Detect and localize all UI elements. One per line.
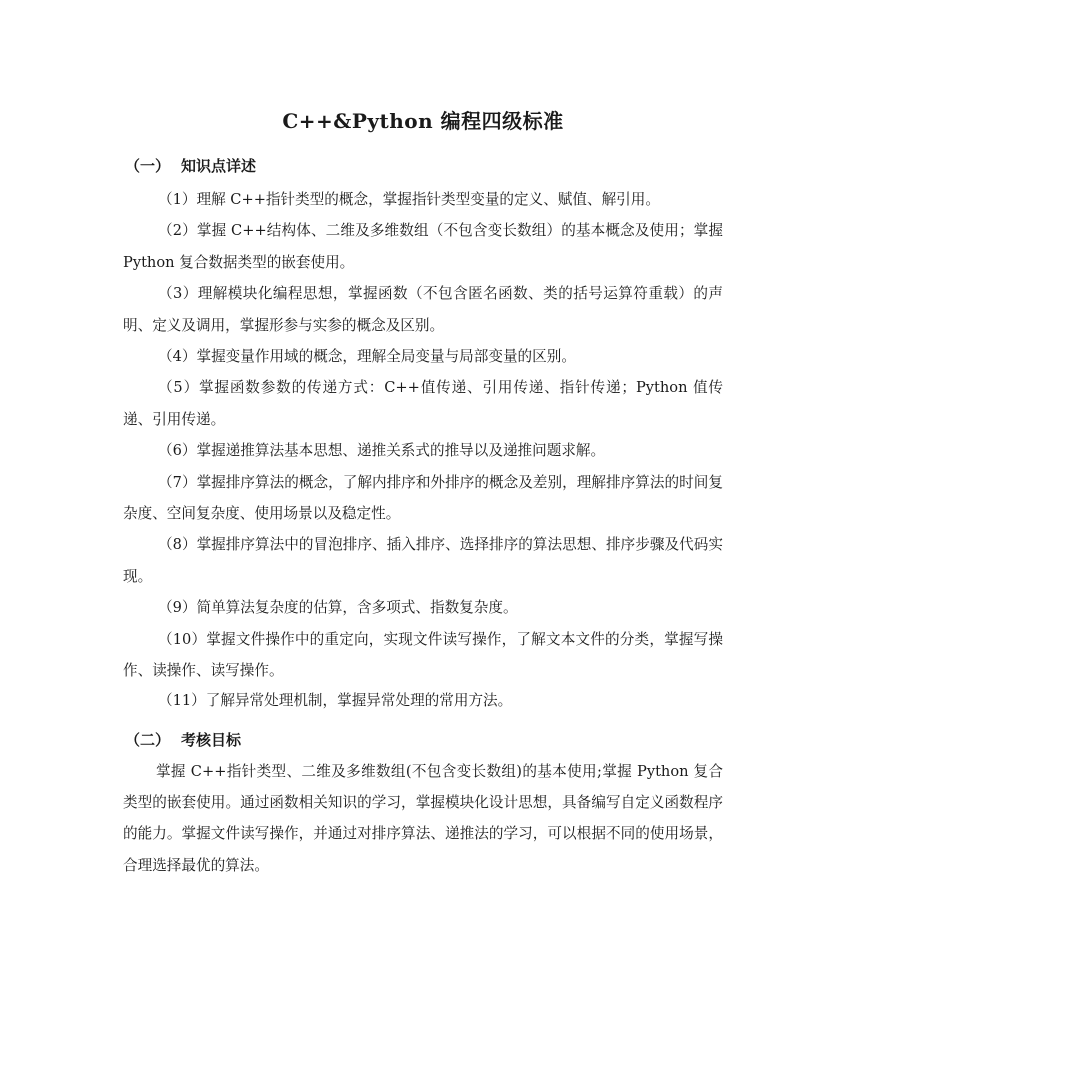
section-number: （二） [125,730,171,749]
document-title: C++&Python 编程四级标准 [282,109,564,133]
knowledge-point-9: （9）简单算法复杂度的估算，含多项式、指数复杂度。 [158,599,518,617]
objectives-paragraph: 掌握 C++指针类型、二维及多维数组(不包含变长数组)的基本使用;掌握 Python 复合类型的嵌套使用。通过函数相关知识的学习，掌握模块化设计思想，具备编写自定义函数程序的能力。掌握文件读写操作，并通过对排序算法、递推法的学习，可以根据不同的使用场景，合理选择最优的算法。 [123,762,723,874]
knowledge-point-11: （11）了解异常处理机制，掌握异常处理的常用方法。 [158,691,513,709]
knowledge-point-5: （5）掌握函数参数的传递方式：C++值传递、引用传递、指针传递；Python 值传递、引用传递。 [123,379,723,428]
knowledge-point-4: （4）掌握变量作用域的概念，理解全局变量与局部变量的区别。 [158,348,576,366]
knowledge-point-3: （3）理解模块化编程思想，掌握函数（不包含匿名函数、类的括号运算符重载）的声明、定义及调用，掌握形参与实参的概念及区别。 [123,285,723,334]
section-heading-knowledge [125,152,723,180]
knowledge-point-6: （6）掌握递推算法基本思想、递推关系式的推导以及递推问题求解。 [158,442,606,460]
section-title: 考核目标 [181,730,242,749]
section-title: 知识点详述 [181,157,257,175]
knowledge-point-2: （2）掌握 C++结构体、二维及多维数组（不包含变长数组）的基本概念及使用；掌握 Python 复合数据类型的嵌套使用。 [123,222,723,271]
section-heading-objectives [125,726,723,754]
knowledge-point-8: （8）掌握排序算法中的冒泡排序、插入排序、选择排序的算法思想、排序步骤及代码实现。 [123,536,723,585]
knowledge-point-1: （1）理解 C++指针类型的概念，掌握指针类型变量的定义、赋值、解引用。 [158,191,660,208]
knowledge-point-10: （10）掌握文件操作中的重定向，实现文件读写操作，了解文本文件的分类，掌握写操作、读操作、读写操作。 [123,630,723,680]
section-number: （一） [125,157,171,175]
knowledge-point-list [123,184,723,714]
knowledge-point-7: （7）掌握排序算法的概念，了解内排序和外排序的概念及差别，理解排序算法的时间复杂度、空间复杂度、使用场景以及稳定性。 [123,473,723,523]
document-page [123,100,723,881]
